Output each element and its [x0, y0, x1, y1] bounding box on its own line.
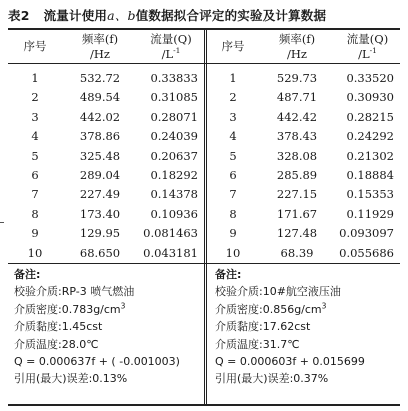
cell-flow: 0.24292 — [346, 129, 394, 144]
caption-suffix: 值数据拟合评定的实验及计算数据 — [135, 8, 327, 23]
cell-flow: 0.33520 — [346, 71, 394, 85]
table-row — [8, 223, 204, 243]
cell-frequency: 171.67 — [276, 206, 318, 221]
table-row — [207, 204, 400, 224]
cell-flow: 0.31085 — [150, 90, 198, 105]
header-rule — [8, 63, 400, 64]
notes-error: 引用(最大)误差:0.37% — [215, 372, 329, 386]
cell-flow: 0.18884 — [346, 168, 394, 182]
table-row — [8, 243, 204, 263]
header-flow — [335, 30, 400, 63]
cell-seq: 3 — [229, 109, 237, 124]
cell-seq: 4 — [229, 129, 237, 144]
cell-seq: 9 — [229, 226, 237, 241]
cell-frequency: 127.48 — [276, 226, 318, 241]
cell-flow: 0.093097 — [339, 226, 394, 241]
cell-frequency: 378.43 — [276, 129, 318, 144]
cell-seq: 8 — [31, 206, 39, 221]
notes-density: 介质密度$:0.783g/cm^3$ — [14, 301, 126, 316]
table-row — [207, 165, 400, 185]
table-row — [207, 87, 400, 107]
table-caption — [8, 6, 404, 28]
table-row — [8, 165, 204, 185]
notes-viscosity: 介质黏度:17.62cst — [215, 320, 311, 334]
cell-seq: 2 — [229, 90, 237, 105]
left-header — [8, 30, 204, 63]
table-row — [8, 126, 204, 146]
table-row — [8, 107, 204, 127]
header-frequency-unit: /Hz — [287, 46, 307, 61]
cell-seq: 3 — [31, 109, 39, 124]
table-row — [207, 146, 400, 166]
cell-frequency: 227.49 — [79, 187, 121, 202]
cell-seq: 2 — [31, 90, 39, 105]
right-notes — [209, 266, 399, 388]
notes-formula: Q = 0.000637f + ( -0.001003) — [14, 355, 180, 369]
cell-seq: 4 — [31, 129, 39, 144]
header-flow-name: 流量(Q) — [150, 31, 192, 46]
cell-frequency: 489.54 — [79, 90, 121, 105]
header-frequency-name: 频率(f) — [278, 31, 316, 46]
cell-seq: 7 — [31, 187, 39, 202]
cell-flow: 0.18292 — [150, 168, 198, 182]
header-frequency — [62, 30, 138, 63]
caption-prefix: 流量计使用 — [43, 8, 108, 23]
cell-frequency: 68.650 — [79, 245, 121, 260]
table-row — [207, 68, 400, 88]
right-header — [207, 30, 400, 63]
cell-flow: 0.043181 — [143, 245, 198, 260]
cell-frequency: 285.89 — [276, 168, 318, 182]
table-row — [8, 87, 204, 107]
cell-frequency: 325.48 — [79, 148, 121, 163]
header-flow-unit: $/L^{-1}$ — [161, 45, 181, 61]
cell-flow: 0.055686 — [339, 245, 394, 260]
notes-divider — [204, 263, 207, 406]
cell-flow: 0.11929 — [346, 206, 394, 221]
cell-frequency: 442.42 — [276, 109, 318, 124]
header-frequency-unit: /Hz — [90, 46, 110, 61]
cell-seq: 7 — [229, 187, 237, 202]
cell-flow: 0.20637 — [150, 148, 198, 163]
cell-frequency: 227.15 — [276, 187, 318, 202]
cell-flow: 0.10936 — [150, 206, 198, 221]
cell-flow: 0.081463 — [143, 226, 198, 241]
cell-frequency: 529.73 — [276, 71, 318, 85]
notes-medium: 校验介质:10#航空液压油 — [215, 285, 341, 299]
header-seq: 序号 — [221, 39, 245, 53]
table-row — [8, 204, 204, 224]
cell-flow: 0.30930 — [346, 90, 394, 105]
cell-frequency: 442.02 — [79, 109, 121, 124]
cell-flow: 0.33833 — [150, 71, 198, 85]
cell-seq: 10 — [27, 245, 43, 260]
table-row — [8, 146, 204, 166]
data-table — [8, 28, 400, 406]
cell-frequency: 173.40 — [79, 206, 121, 221]
header-seq: 序号 — [23, 39, 47, 53]
header-frequency — [259, 30, 335, 63]
cell-seq: 6 — [229, 168, 237, 182]
notes-error: 引用(最大)误差:0.13% — [14, 372, 128, 386]
notes-heading: 备注: — [215, 268, 242, 281]
cell-frequency: 68.39 — [280, 245, 314, 260]
header-flow — [138, 30, 204, 63]
notes-density: 介质密度$:0.856g/cm^3$ — [215, 301, 327, 316]
cell-frequency: 289.04 — [79, 168, 121, 182]
table-row — [207, 184, 400, 204]
notes-heading: 备注: — [14, 268, 41, 281]
cell-seq: 1 — [229, 71, 237, 85]
caption-vars: a、b — [107, 8, 136, 23]
table-row — [8, 184, 204, 204]
cell-flow: 0.28215 — [346, 109, 394, 124]
notes-rule — [8, 263, 400, 264]
notes-temperature: 介质温度:31.7℃ — [215, 337, 300, 351]
cell-flow: 0.14378 — [150, 187, 198, 202]
notes-temperature: 介质温度:28.0℃ — [14, 337, 99, 351]
header-flow-name: 流量(Q) — [346, 31, 389, 46]
table-row — [8, 68, 204, 88]
left-notes — [8, 266, 198, 388]
cell-seq: 5 — [229, 148, 237, 163]
cell-seq: 8 — [229, 206, 237, 221]
table-row — [207, 243, 400, 263]
cell-seq: 1 — [31, 71, 39, 85]
cell-seq: 6 — [31, 168, 39, 182]
table-row — [207, 107, 400, 127]
notes-viscosity: 介质黏度:1.45cst — [14, 320, 103, 334]
cell-flow: 0.21302 — [346, 148, 394, 163]
cell-frequency: 532.72 — [79, 71, 121, 85]
cell-frequency: 378.86 — [79, 129, 121, 144]
cell-flow: 0.24039 — [150, 129, 198, 144]
table-row — [207, 126, 400, 146]
cell-frequency: 487.71 — [276, 90, 318, 105]
cell-flow: 0.28071 — [150, 109, 198, 124]
cell-flow: 0.15353 — [346, 187, 394, 202]
cell-frequency: 129.95 — [79, 226, 121, 241]
header-frequency-name: 频率(f) — [81, 31, 119, 46]
notes-medium: 校验介质:RP-3 喷气燃油 — [14, 285, 135, 299]
cell-seq: 5 — [31, 148, 39, 163]
cell-seq: 10 — [225, 245, 241, 260]
header-flow-unit: $/L^{-1}$ — [358, 45, 377, 61]
table-row — [207, 223, 400, 243]
margin-mark — [0, 222, 4, 223]
notes-formula: Q = 0.000603f + 0.015699 — [215, 355, 365, 369]
cell-seq: 9 — [31, 226, 39, 241]
cell-frequency: 328.08 — [276, 148, 318, 163]
table-number: 表2 — [8, 8, 30, 23]
